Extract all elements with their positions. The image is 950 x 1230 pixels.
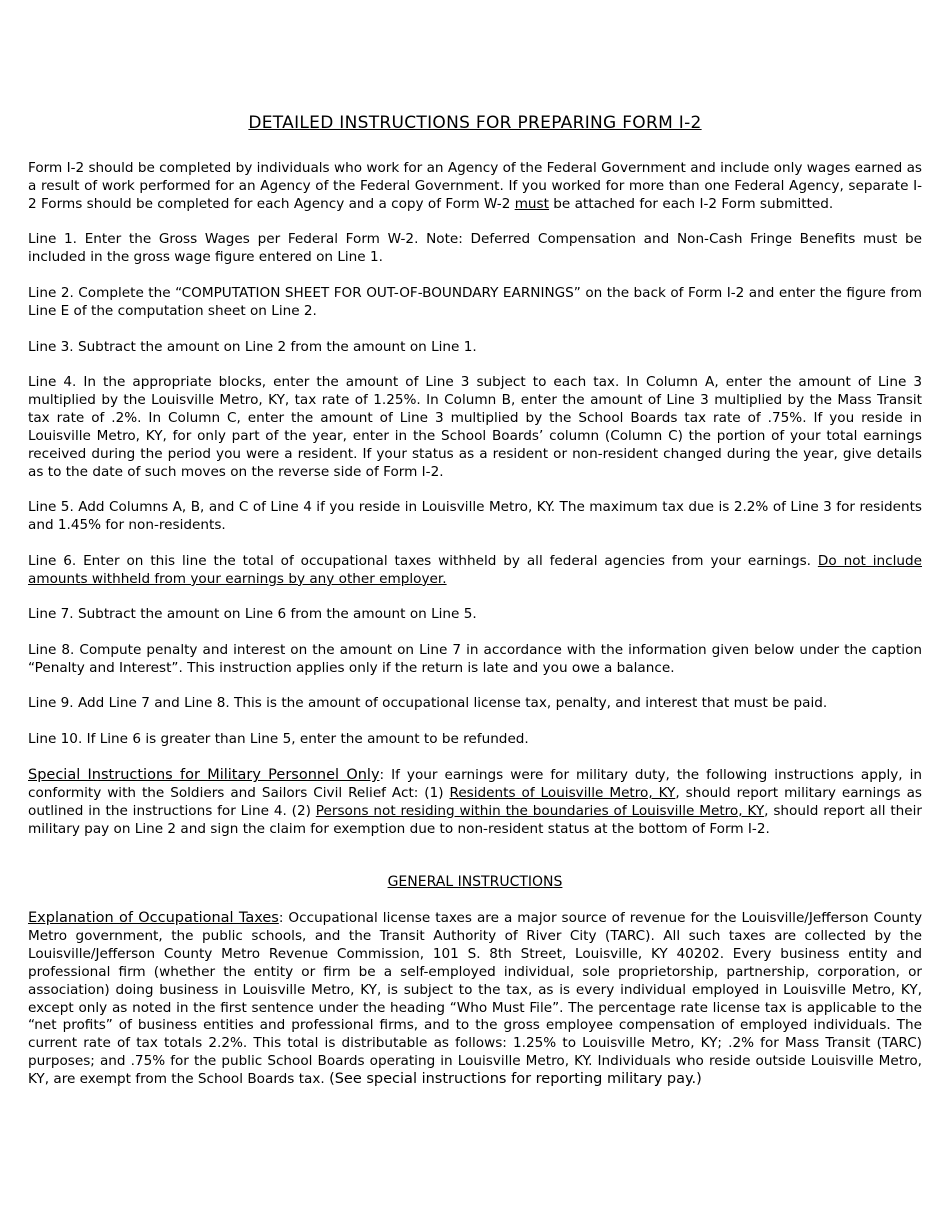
military-heading: Special Instructions for Military Personnel Only — [28, 767, 380, 783]
line-10-instruction: Line 10. If Line 6 is greater than Line 5, enter the amount to be refunded. — [28, 731, 529, 747]
intro-text-end: be attached for each I-2 Form submitted. — [548, 195, 834, 212]
military-instructions — [28, 767, 922, 839]
military-residents: Residents of Louisville Metro, KY — [449, 784, 676, 801]
line-9-instruction: Line 9. Add Line 7 and Line 8. This is the amount of occupational license tax, penalty, and interest that must be paid. — [28, 695, 828, 711]
explanation-heading: Explanation of Occupational Taxes — [28, 910, 279, 926]
line-6-instruction — [28, 553, 922, 589]
explanation-note: (See special instructions for reporting military pay.) — [329, 1071, 702, 1088]
line-6-warning: Do not include amounts withheld from your earnings by any other employer. — [28, 553, 922, 587]
line-5-instruction: Line 5. Add Columns A, B, and C of Line 4 if you reside in Louisville Metro, KY. The maximum tax due is 2.2% of Line 3 for residents and 1.45% for non-residents. — [28, 499, 922, 533]
line-3-instruction: Line 3. Subtract the amount on Line 2 from the amount on Line 1. — [28, 339, 477, 355]
line-4-instruction: Line 4. In the appropriate blocks, enter the amount of Line 3 subject to each tax. In Column A, enter the amount of Line 3 multiplied by the Louisville Metro, KY, tax rate of 1.25%. In Column B, enter the amount of Line 3 multiplied by the Mass Transit tax rate of .2%. In Column C, enter the amount of Line 3 multiplied by the School Boards tax rate of .75%. If you reside in Louisville Metro, KY, for only part of the year, enter in the School Boards’ column (Column C) the portion of your total earnings received during the period you were a resident. If your status as a resident or non-resident changed during the year, give details as to the date of such moves on the reverse side of Form I-2. — [28, 374, 922, 480]
explanation-body: : Occupational license taxes are a major source of revenue for the Louisville/Jefferson County Metro government, the public schools, and the Transit Authority of River City (TARC). All such taxes are collected by the Louisville/Jefferson County Metro Revenue Commission, 101 S. 8th Street, Louisville, KY 40202. Every business entity and professional firm (whether the entity or firm be a self-employed individual, sole proprietorship, partnership, corporation, or association) doing business in Louisville Metro, KY, is subject to the tax, as is every individual employed in Louisville Metro, KY, except only as noted in the first sentence under the heading “Who Must File”. The percentage rate license tax is applicable to the “net profits” of business entities and professional firms, and to the gross employee compensation of employed individuals. The current rate of tax totals 2.2%. This total is distributable as follows: 1.25% to Louisville Metro, KY; .2% for Mass Transit (TARC) purposes; and .75% for the public School Boards operating in Louisville Metro, KY. Individuals who reside outside Louisville Metro, KY, are exempt from the School Boards tax. — [28, 910, 923, 1088]
military-nonresidents: Persons not residing within the boundaries of Louisville Metro, KY — [315, 802, 765, 819]
intro-paragraph — [28, 160, 922, 214]
military-text-1: : If your earnings were for military duty, the following instructions apply, in conformity with the Soldiers and Sailors Civil Relief Act: (1) — [28, 767, 922, 801]
line-2-instruction: Line 2. Complete the “COMPUTATION SHEET FOR OUT-OF-BOUNDARY EARNINGS” on the back of Form I-2 and enter the figure from Line E of the computation sheet on Line 2. — [28, 285, 922, 319]
line-1-instruction: Line 1. Enter the Gross Wages per Federal Form W-2. Note: Deferred Compensation and Non-Cash Fringe Benefits must be included in the gross wage figure entered on Line 1. — [28, 231, 922, 265]
general-instructions-title: GENERAL INSTRUCTIONS — [387, 874, 563, 890]
line-7-instruction: Line 7. Subtract the amount on Line 6 from the amount on Line 5. — [28, 606, 477, 622]
line-8-instruction: Line 8. Compute penalty and interest on the amount on Line 7 in accordance with the information given below under the caption “Penalty and Interest”. This instruction applies only if the return is late and you owe a balance. — [28, 642, 922, 676]
line-6-text: Line 6. Enter on this line the total of occupational taxes withheld by all federal agencies from your earnings. — [28, 553, 818, 569]
document-title: DETAILED INSTRUCTIONS FOR PREPARING FORM I-2 — [248, 113, 702, 133]
military-text-3: , should report all their military pay on Line 2 and sign the claim for exemption due to non-resident status at the bottom of Form I-2. — [28, 802, 923, 837]
intro-emphasis: must — [514, 195, 549, 212]
intro-text: Form I-2 should be completed by individuals who work for an Agency of the Federal Government and include only wages earned as a result of work performed for an Agency of the Federal Government. If you worked for more than one Federal Agency, separate I-2 Forms should be completed for each Agency and a copy of Form W-2 — [28, 160, 922, 212]
explanation-paragraph — [28, 910, 922, 1089]
military-text-2: , should report military earnings as outlined in the instructions for Line 4. (2) — [28, 784, 922, 819]
